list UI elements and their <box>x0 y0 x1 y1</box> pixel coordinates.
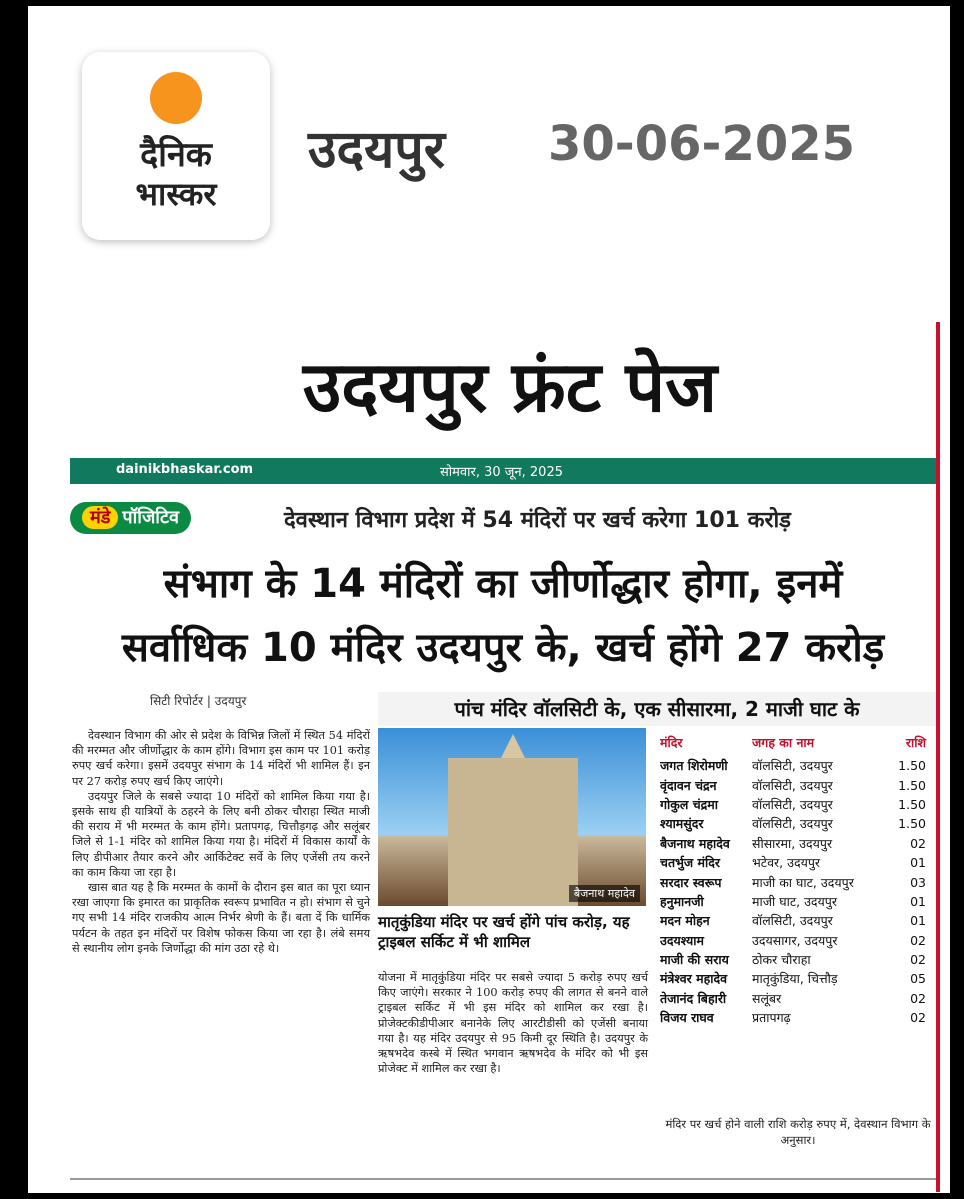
temple-name: जगत शिरोमणी <box>660 758 728 774</box>
place-name: प्रतापगढ़ <box>752 1010 791 1026</box>
place-name: वॉलसिटी, उदयपुर <box>752 913 833 929</box>
header-temple: मंदिर <box>660 735 683 750</box>
table-row <box>660 950 936 969</box>
table-row <box>660 872 936 891</box>
amount: 01 <box>910 893 926 909</box>
place-name: वॉलसिटी, उदयपुर <box>752 796 833 812</box>
red-margin-line <box>936 322 940 1192</box>
logo-line-1: दैनिक <box>140 135 212 175</box>
byline: सिटी रिपोर्टर | उदयपुर <box>150 694 247 708</box>
table-row <box>660 931 936 950</box>
header-place: जगह का नाम <box>752 735 815 750</box>
temple-name: वृंदावन चंद्रन <box>660 777 717 793</box>
temple-name: मदन मोहन <box>660 913 710 929</box>
table-row <box>660 814 936 833</box>
monday-positive-badge <box>70 502 191 534</box>
kicker-line <box>70 500 936 540</box>
paragraph: उदयपुर जिले के सबसे ज्यादा 10 मंदिरों को शामिल किया गया है। इसके साथ ही यात्रियों के ठहरने के लिए बनी ठोकर चौराहा स्थित माजी की सराय में भी मरम्मत के काम होंगे। प्रतापगढ़, चित्तौड़गढ़ और सलूंबर जिले से 1-1 मंदिर को शामिल किया गया है। मंदिरों में विकास कार्यों के लिए डीपीआर तैयार करने और आर्किटेक्ट सर्वे के लिए एजेंसी तय करने का काम किया जा रहा है। <box>72 789 370 879</box>
temple-name: सरदार स्वरूप <box>660 874 722 890</box>
table-row <box>660 853 936 872</box>
place-name: मातृकुंडिया, चित्तौड़ <box>752 971 838 987</box>
story-headline: मातृकुंडिया मंदिर पर खर्च होंगे पांच करोड़, यह ट्राइबल सर्किट में भी शामिल <box>378 913 630 951</box>
website-label: dainikbhaskar.com <box>116 462 254 477</box>
headline-line-1: संभाग के 14 मंदिरों का जीर्णोद्धार होगा, इनमें <box>163 561 843 607</box>
edition-date: 30-06-2025 <box>548 116 856 172</box>
headline-line-2: सर्वाधिक 10 मंदिर उदयपुर के, खर्च होंगे 27 करोड़ <box>121 625 885 671</box>
amount: 02 <box>910 990 926 1006</box>
place-name: उदयसागर, उदयपुर <box>752 932 838 948</box>
place-name: वॉलसिटी, उदयपुर <box>752 758 833 774</box>
table-row <box>660 911 936 930</box>
amount: 02 <box>910 1010 926 1026</box>
place-name: माजी घाट, उदयपुर <box>752 893 838 909</box>
article-body <box>72 728 370 956</box>
table-row <box>660 969 936 988</box>
photo-caption: बैजनाथ महादेव <box>569 885 640 902</box>
temple-structure <box>448 758 578 906</box>
place-name: ठोकर चौराहा <box>752 952 811 968</box>
dainik-bhaskar-logo <box>82 52 270 240</box>
table-row <box>660 989 936 1008</box>
badge-monday: मंडे <box>82 506 118 529</box>
amount: 02 <box>910 932 926 948</box>
city-name: उदयपुर <box>308 120 446 180</box>
amount: 1.50 <box>898 777 926 793</box>
amount: 01 <box>910 855 926 871</box>
temple-name: विजय राघव <box>660 1010 714 1026</box>
table-row <box>660 775 936 794</box>
place-name: वॉलसिटी, उदयपुर <box>752 816 833 832</box>
temples-table <box>660 734 936 1027</box>
table-row <box>660 1008 936 1027</box>
temple-name: हनुमानजी <box>660 893 704 909</box>
temple-name: गोकुल चंद्रमा <box>660 796 718 812</box>
place-name: भटेवर, उदयपुर <box>752 855 821 871</box>
header-amount: राशि <box>905 735 926 750</box>
temple-name: तेजानंद बिहारी <box>660 990 727 1006</box>
story-body: योजना में मातृकुंडिया मंदिर पर सबसे ज्यादा 5 करोड़ रुपए खर्च किए जाएंगे। सरकार ने 100 करोड़ रुपए की लागत से बनने वाले ट्राइबल सर्किट में भी इस मंदिर को शामिल कर रखा है। प्रोजेक्टकीडीपीआर बनानेके लिए आरटीडीसी को एजेंसी बनाया गया है। यह मंदिर उदयपुर से 95 किमी दूर स्थिति है। उदयपुर के ऋषभदेव कस्बे में स्थित भगवान ऋषभदेव के मंदिर को भी इस प्रोजेक्ट में शामिल कर रखा है। <box>378 971 648 1076</box>
temple-name: माजी की सराय <box>660 952 729 968</box>
table-row <box>660 795 936 814</box>
place-name: माजी का घाट, उदयपुर <box>752 874 854 890</box>
amount: 02 <box>910 835 926 851</box>
table-note: मंदिर पर खर्च होने वाली राशि करोड़ रुपए में, देवस्थान विभाग के अनुसार। <box>665 1117 931 1147</box>
table-header <box>660 734 936 756</box>
temple-photo <box>378 728 646 906</box>
amount: 1.50 <box>898 796 926 812</box>
table-row <box>660 834 936 853</box>
sun-icon <box>150 72 202 124</box>
amount: 1.50 <box>898 758 926 774</box>
headline <box>70 552 936 680</box>
amount: 01 <box>910 913 926 929</box>
amount: 02 <box>910 952 926 968</box>
divider <box>70 1178 936 1180</box>
strip-date: सोमवार, 30 जून, 2025 <box>440 465 563 480</box>
amount: 03 <box>910 874 926 890</box>
temple-name: बैजनाथ महादेव <box>660 835 730 851</box>
newspaper-page <box>28 6 950 1193</box>
temple-name: श्यामसुंदर <box>660 816 704 832</box>
place-name: सीसारमा, उदयपुर <box>752 835 833 851</box>
temple-name: उदयश्याम <box>660 932 705 948</box>
date-strip <box>70 458 936 484</box>
place-name: सलूंबर <box>752 990 782 1006</box>
temple-name: चतर्भुज मंदिर <box>660 855 720 871</box>
paragraph: खास बात यह है कि मरम्मत के कामों के दौरान इस बात का पूरा ध्यान रखा जाएगा कि इमारत का प्राकृतिक स्वरूप प्रभावित न हो। संभाग से चुने गए सभी 14 मंदिर राजकीय आत्म निर्भर श्रेणी के हैं। बता दें कि धार्मिक पर्यटन के तहत इन मंदिरों पर विशेष फोकस किया जा रहा है। लंबे समय से स्थानीय लोग इनके जिर्णोद्धा की मांग उठा रहे थे। <box>72 881 370 955</box>
page-title: उदयपुर फ्रंट पेज <box>302 346 718 428</box>
table-body <box>660 756 936 1027</box>
subheading: पांच मंदिर वॉलसिटी के, एक सीसारमा, 2 माजी घाट के <box>378 692 936 726</box>
logo-line-2: भास्कर <box>135 175 217 213</box>
badge-positive: पॉजिटिव <box>122 507 180 528</box>
kicker-text: देवस्थान विभाग प्रदेश में 54 मंदिरों पर खर्च करेगा 101 करोड़ <box>284 508 791 533</box>
table-row <box>660 892 936 911</box>
paragraph: देवस्थान विभाग की ओर से प्रदेश के विभिन्न जिलों में स्थित 54 मंदिरों की मरम्मत और जीर्णोद्धार के काम होंगे। विभाग इस काम पर 101 करोड़ रुपए खर्च करेगा। इसमें उदयपुर संभाग के 14 मंदिरों भी शामिल हैं। इन पर 27 करोड़ रुपए खर्च किए जाएंगे। <box>72 729 370 788</box>
amount: 1.50 <box>898 816 926 832</box>
table-row <box>660 756 936 775</box>
temple-name: मंत्रेश्वर महादेव <box>660 971 728 987</box>
place-name: वॉलसिटी, उदयपुर <box>752 777 833 793</box>
amount: 05 <box>910 971 926 987</box>
